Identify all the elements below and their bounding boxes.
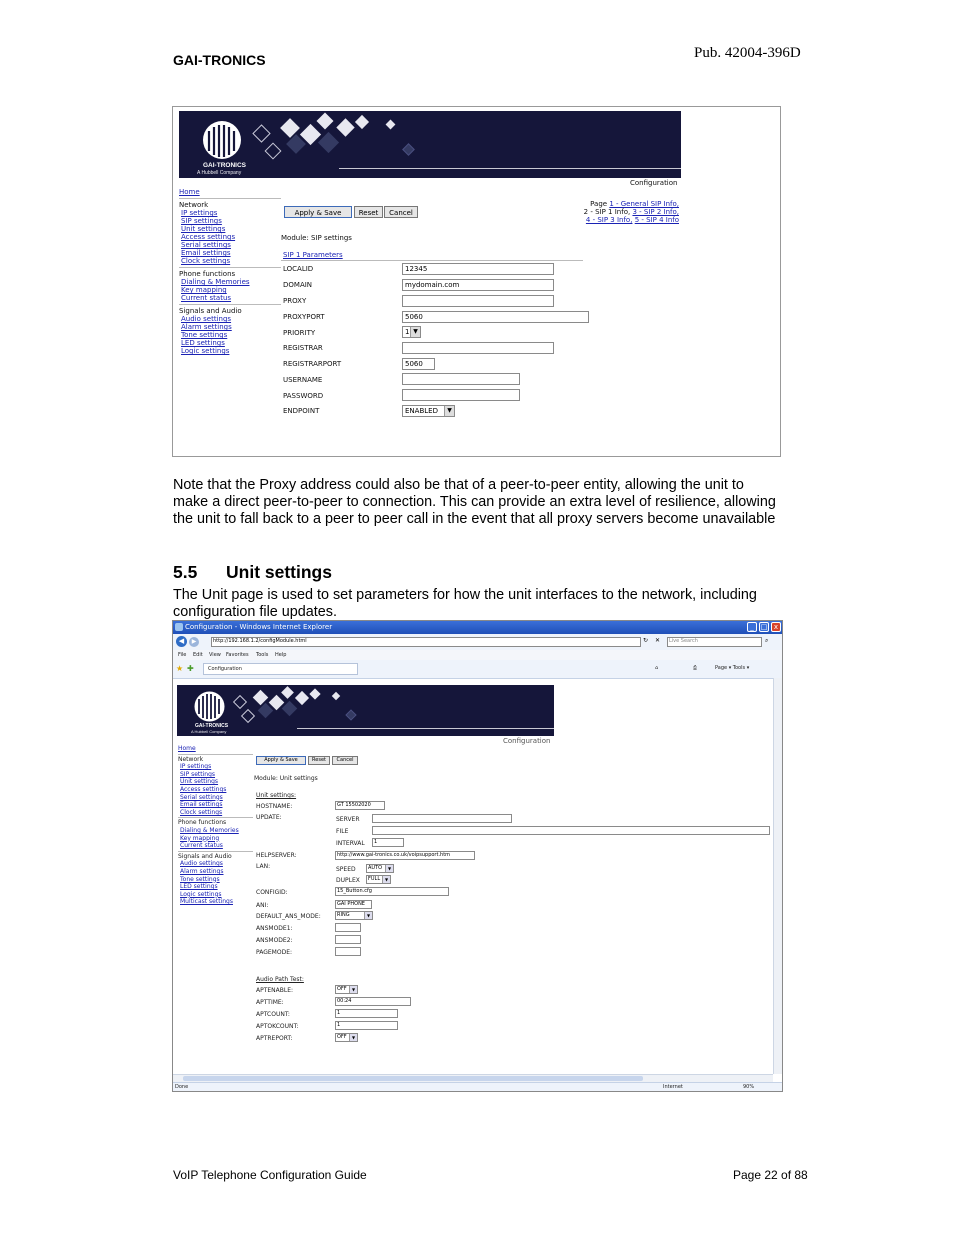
header-company: GAI-TRONICS bbox=[173, 52, 266, 68]
nav-dialing-memories[interactable]: Dialing & Memories bbox=[180, 826, 239, 834]
apttime-label: APTTIME: bbox=[256, 999, 284, 1006]
hostname-input[interactable]: GT 15502020 bbox=[335, 801, 385, 810]
configid-input[interactable]: 15_Button.cfg bbox=[335, 887, 449, 896]
nav-alarm-settings[interactable]: Alarm settings bbox=[180, 867, 224, 875]
toolbar-page-tools[interactable]: Page ▾ Tools ▾ bbox=[715, 665, 750, 671]
helpserver-label: HELPSERVER: bbox=[256, 852, 297, 859]
module-name: Module: Unit settings bbox=[254, 775, 318, 782]
cube-decoration bbox=[317, 113, 334, 130]
cancel-button[interactable]: Cancel bbox=[384, 206, 418, 218]
registrar-label: REGISTRAR bbox=[283, 344, 323, 352]
speed-value: AUTO bbox=[368, 865, 383, 871]
nav-dialing-memories[interactable]: Dialing & Memories bbox=[181, 278, 250, 286]
cube-decoration bbox=[386, 120, 396, 130]
apply-save-button[interactable]: Apply & Save bbox=[284, 206, 352, 218]
page-link-general-sip[interactable]: 1 - General SIP Info, bbox=[609, 200, 679, 208]
cube-decoration bbox=[318, 132, 339, 153]
nav-key-mapping[interactable]: Key mapping bbox=[180, 834, 220, 842]
sidebar-nav bbox=[179, 188, 281, 355]
vertical-scrollbar[interactable] bbox=[773, 678, 782, 1074]
nav-multicast-settings[interactable]: Multicast settings bbox=[180, 898, 233, 906]
aptcount-input[interactable]: 1 bbox=[335, 1009, 398, 1018]
sip-settings-screenshot bbox=[172, 106, 781, 457]
forward-icon[interactable]: ▶ bbox=[189, 637, 199, 647]
pagemode-label: PAGEMODE: bbox=[256, 949, 293, 956]
menu-help[interactable]: Help bbox=[275, 652, 287, 658]
nav-group-phone: Phone functions bbox=[179, 270, 236, 278]
proxyport-input[interactable]: 5060 bbox=[402, 311, 589, 323]
cube-decoration bbox=[295, 691, 309, 705]
chevron-down-icon: ▼ bbox=[364, 912, 372, 919]
nav-home-link[interactable]: Home bbox=[178, 745, 196, 752]
proxy-input[interactable] bbox=[402, 295, 554, 307]
maximize-button[interactable]: □ bbox=[760, 623, 768, 631]
window-titlebar bbox=[173, 621, 782, 634]
chevron-down-icon: ▼ bbox=[410, 327, 420, 337]
chevron-down-icon: ▼ bbox=[349, 986, 357, 993]
aptokcount-input[interactable]: 1 bbox=[335, 1021, 398, 1030]
username-input[interactable] bbox=[402, 373, 520, 385]
page-selector bbox=[571, 200, 679, 224]
gai-tronics-logo-icon bbox=[201, 119, 243, 161]
proxyport-label: PROXYPORT bbox=[283, 313, 325, 321]
nav-led-settings[interactable]: LED settings bbox=[180, 883, 218, 891]
section-heading bbox=[173, 562, 332, 583]
priority-select[interactable] bbox=[402, 326, 421, 338]
aptreport-value: OFF bbox=[337, 1034, 347, 1040]
cancel-button[interactable]: Cancel bbox=[332, 756, 358, 765]
reset-button[interactable]: Reset bbox=[354, 206, 383, 218]
nav-group-phone: Phone functions bbox=[178, 819, 227, 827]
aptreport-select[interactable] bbox=[335, 1033, 358, 1042]
default-ans-mode-value: RING bbox=[337, 912, 350, 918]
nav-email-settings[interactable]: Email settings bbox=[181, 249, 231, 257]
status-zoom[interactable]: 90% bbox=[743, 1084, 755, 1090]
section-number: 5.5 bbox=[173, 562, 198, 582]
registrar-input[interactable] bbox=[402, 342, 554, 354]
cube-decoration bbox=[402, 143, 415, 156]
nav-clock-settings[interactable]: Clock settings bbox=[181, 257, 231, 265]
tab-label: Configuration bbox=[208, 666, 242, 672]
status-text: Done bbox=[175, 1084, 189, 1090]
registrarport-label: REGISTRARPORT bbox=[283, 360, 342, 368]
menu-tools[interactable]: Tools bbox=[256, 652, 269, 658]
gai-tronics-logo-icon bbox=[193, 690, 226, 723]
interval-label: INTERVAL bbox=[336, 840, 365, 847]
ansmode1-label: ANSMODE1: bbox=[256, 925, 293, 932]
nav-alarm-settings[interactable]: Alarm settings bbox=[181, 323, 232, 331]
chevron-down-icon: ▼ bbox=[349, 1034, 357, 1041]
update-label: UPDATE: bbox=[256, 814, 282, 821]
priority-label: PRIORITY bbox=[283, 329, 316, 337]
aptenable-value: OFF bbox=[337, 986, 347, 992]
speed-select[interactable] bbox=[366, 864, 394, 873]
nav-sip-settings[interactable]: SIP settings bbox=[180, 770, 216, 778]
ie-icon bbox=[175, 623, 183, 631]
brand-banner bbox=[177, 685, 554, 736]
brand-banner bbox=[179, 111, 681, 178]
section-title: SIP 1 Parameters bbox=[283, 251, 343, 259]
password-input[interactable] bbox=[402, 389, 520, 401]
cube-decoration bbox=[332, 692, 340, 700]
password-label: PASSWORD bbox=[283, 392, 324, 400]
nav-tone-settings[interactable]: Tone settings bbox=[180, 875, 220, 883]
domain-label: DOMAIN bbox=[283, 281, 313, 289]
nav-group-network: Network bbox=[178, 755, 204, 763]
logo-name: GAI-TRONICS bbox=[195, 723, 229, 729]
nav-ip-settings[interactable]: IP settings bbox=[181, 209, 218, 217]
menu-edit[interactable]: Edit bbox=[193, 652, 203, 658]
proxy-label: PROXY bbox=[283, 297, 307, 305]
apttime-input[interactable]: 00:24 bbox=[335, 997, 411, 1006]
cube-decoration bbox=[282, 701, 298, 717]
nav-access-settings[interactable]: Access settings bbox=[180, 785, 227, 793]
menu-favorites[interactable]: Favorites bbox=[226, 652, 249, 658]
server-input[interactable] bbox=[372, 814, 512, 823]
nav-ip-settings[interactable]: IP settings bbox=[180, 763, 212, 771]
ani-input[interactable]: GAI PHONE bbox=[335, 900, 372, 909]
reset-button[interactable]: Reset bbox=[308, 756, 330, 765]
header-publication: Pub. 42004-396D bbox=[694, 45, 801, 61]
page-title: Configuration bbox=[503, 737, 551, 745]
print-icon[interactable]: ⎙ bbox=[693, 665, 698, 671]
footer-guide-title: VoIP Telephone Configuration Guide bbox=[173, 1168, 367, 1182]
nav-clock-settings[interactable]: Clock settings bbox=[180, 808, 223, 816]
server-label: SERVER bbox=[336, 816, 360, 823]
stop-icon[interactable]: ✕ bbox=[655, 637, 661, 644]
username-label: USERNAME bbox=[283, 376, 323, 384]
registrarport-input[interactable]: 5060 bbox=[402, 358, 435, 370]
nav-unit-settings[interactable]: Unit settings bbox=[181, 225, 226, 233]
page-link-sip2[interactable]: 3 - SIP 2 Info, bbox=[632, 208, 679, 216]
page-word: Page bbox=[590, 200, 608, 208]
duplex-value: FULL bbox=[368, 876, 381, 882]
lan-label: LAN: bbox=[256, 863, 271, 870]
nav-tone-settings[interactable]: Tone settings bbox=[181, 331, 228, 339]
cube-decoration bbox=[345, 709, 356, 720]
priority-value: 1 bbox=[405, 328, 410, 336]
menu-view[interactable]: View bbox=[209, 652, 221, 658]
address-bar-row bbox=[173, 634, 782, 651]
ansmode1-input[interactable] bbox=[335, 923, 361, 932]
home-icon[interactable]: ⌂ bbox=[655, 665, 659, 671]
localid-label: LOCALID bbox=[283, 265, 314, 273]
nav-access-settings[interactable]: Access settings bbox=[181, 233, 236, 241]
sidebar-nav bbox=[178, 745, 253, 906]
add-favorite-icon[interactable]: ✚ bbox=[187, 664, 194, 673]
pagemode-input[interactable] bbox=[335, 947, 361, 956]
section-title: Unit settings: bbox=[256, 792, 297, 799]
nav-group-signals: Signals and Audio bbox=[179, 307, 242, 315]
status-bar bbox=[173, 1082, 782, 1092]
scroll-thumb[interactable] bbox=[183, 1076, 643, 1081]
cube-decoration bbox=[265, 143, 282, 160]
aptokcount-label: APTOKCOUNT: bbox=[256, 1023, 299, 1030]
cube-decoration bbox=[355, 115, 369, 129]
aptenable-select[interactable] bbox=[335, 985, 358, 994]
cube-decoration bbox=[233, 695, 247, 709]
nav-audio-settings[interactable]: Audio settings bbox=[181, 315, 232, 323]
audio-path-section-title: Audio Path Test: bbox=[256, 976, 304, 983]
duplex-select[interactable] bbox=[366, 875, 391, 884]
cube-decoration bbox=[241, 709, 255, 723]
nav-group-signals: Signals and Audio bbox=[178, 852, 232, 860]
nav-group-network: Network bbox=[179, 201, 209, 209]
nav-home-link[interactable]: Home bbox=[179, 188, 200, 196]
page-link-sip3[interactable]: 4 - SIP 3 Info, bbox=[585, 216, 633, 224]
logo-subtitle: A Hubbell Company bbox=[191, 729, 227, 734]
back-icon[interactable]: ◀ bbox=[176, 636, 187, 647]
localid-input[interactable]: 12345 bbox=[402, 263, 554, 275]
tab-bar bbox=[173, 660, 782, 679]
file-input[interactable] bbox=[372, 826, 770, 835]
chevron-down-icon: ▼ bbox=[382, 876, 390, 883]
menu-file[interactable]: File bbox=[178, 652, 187, 658]
ani-label: ANI: bbox=[256, 902, 269, 909]
logo-subtitle: A Hubbell Company bbox=[197, 170, 242, 176]
domain-input[interactable]: mydomain.com bbox=[402, 279, 554, 291]
aptenable-label: APTENABLE: bbox=[256, 987, 294, 994]
search-icon[interactable]: ⌕ bbox=[765, 637, 769, 644]
page-link-sip4[interactable]: 5 - SIP 4 Info bbox=[634, 216, 679, 224]
logo-name: GAI-TRONICS bbox=[203, 162, 246, 169]
nav-current-status[interactable]: Current status bbox=[180, 842, 223, 850]
hostname-label: HOSTNAME: bbox=[256, 803, 293, 810]
nav-email-settings[interactable]: Email settings bbox=[180, 801, 223, 809]
speed-label: SPEED bbox=[336, 866, 356, 873]
nav-serial-settings[interactable]: Serial settings bbox=[180, 793, 223, 801]
footer-page-number: Page 22 of 88 bbox=[733, 1168, 808, 1182]
unit-settings-screenshot bbox=[172, 620, 783, 1092]
nav-audio-settings[interactable]: Audio settings bbox=[180, 860, 223, 868]
endpoint-value: ENABLED bbox=[405, 407, 438, 415]
close-button[interactable]: x bbox=[771, 622, 781, 632]
favorites-star-icon[interactable]: ★ bbox=[176, 664, 184, 673]
chevron-down-icon: ▼ bbox=[444, 406, 454, 416]
nav-logic-settings[interactable]: Logic settings bbox=[180, 890, 222, 898]
nav-unit-settings[interactable]: Unit settings bbox=[180, 778, 219, 786]
module-name: Module: SIP settings bbox=[281, 234, 352, 242]
refresh-icon[interactable]: ↻ bbox=[643, 637, 649, 644]
section-divider bbox=[281, 260, 583, 261]
unit-page-paragraph: The Unit page is used to set parameters for how the unit interfaces to the network, including configuration file updates. bbox=[173, 587, 757, 620]
nav-logic-settings[interactable]: Logic settings bbox=[181, 347, 230, 355]
search-input[interactable]: Live Search bbox=[667, 637, 762, 647]
default-ans-mode-label: DEFAULT_ANS_MODE: bbox=[256, 913, 321, 920]
cube-decoration bbox=[281, 686, 294, 699]
configid-label: CONFIGID: bbox=[256, 889, 288, 896]
nav-serial-settings[interactable]: Serial settings bbox=[181, 241, 231, 249]
endpoint-label: ENDPOINT bbox=[283, 407, 320, 415]
cube-decoration bbox=[309, 688, 320, 699]
default-ans-mode-select[interactable] bbox=[335, 911, 373, 920]
apply-save-button[interactable]: Apply & Save bbox=[256, 756, 306, 765]
ansmode2-label: ANSMODE2: bbox=[256, 937, 293, 944]
nav-led-settings[interactable]: LED settings bbox=[181, 339, 225, 347]
nav-key-mapping[interactable]: Key mapping bbox=[181, 286, 227, 294]
status-zone: Internet bbox=[663, 1084, 683, 1090]
helpserver-input[interactable]: http://www.gai-tronics.co.uk/voipsupport.htm bbox=[335, 851, 475, 860]
nav-sip-settings[interactable]: SIP settings bbox=[181, 217, 222, 225]
address-input[interactable]: http://192.168.1.2/configModule.html bbox=[211, 637, 641, 647]
duplex-label: DUPLEX bbox=[336, 877, 360, 884]
ansmode2-input[interactable] bbox=[335, 935, 361, 944]
aptcount-label: APTCOUNT: bbox=[256, 1011, 290, 1018]
file-label: FILE bbox=[336, 828, 349, 835]
minimize-button[interactable]: _ bbox=[747, 622, 757, 632]
aptreport-label: APTREPORT: bbox=[256, 1035, 293, 1042]
interval-input[interactable]: 1 bbox=[372, 838, 404, 847]
endpoint-select[interactable] bbox=[402, 405, 455, 417]
chevron-down-icon: ▼ bbox=[385, 865, 393, 872]
proxy-note-paragraph: Note that the Proxy address could also be that of a peer-to-peer entity, allowing the unit to make a direct peer-to-peer to connection. This can provide an extra level of resilience, allowing the unit to fall back to a peer to peer call in the event that all proxy servers become unavailable bbox=[173, 477, 776, 527]
window-title: Configuration - Windows Internet Explorer bbox=[185, 623, 333, 631]
section-title: Unit settings bbox=[226, 562, 332, 582]
page-current-sip1: 2 - SIP 1 Info, bbox=[583, 208, 631, 216]
cube-decoration bbox=[336, 118, 354, 136]
cube-decoration bbox=[252, 124, 270, 142]
nav-current-status[interactable]: Current status bbox=[181, 294, 232, 302]
page-title: Configuration bbox=[630, 179, 678, 187]
tab-configuration[interactable] bbox=[203, 663, 358, 675]
